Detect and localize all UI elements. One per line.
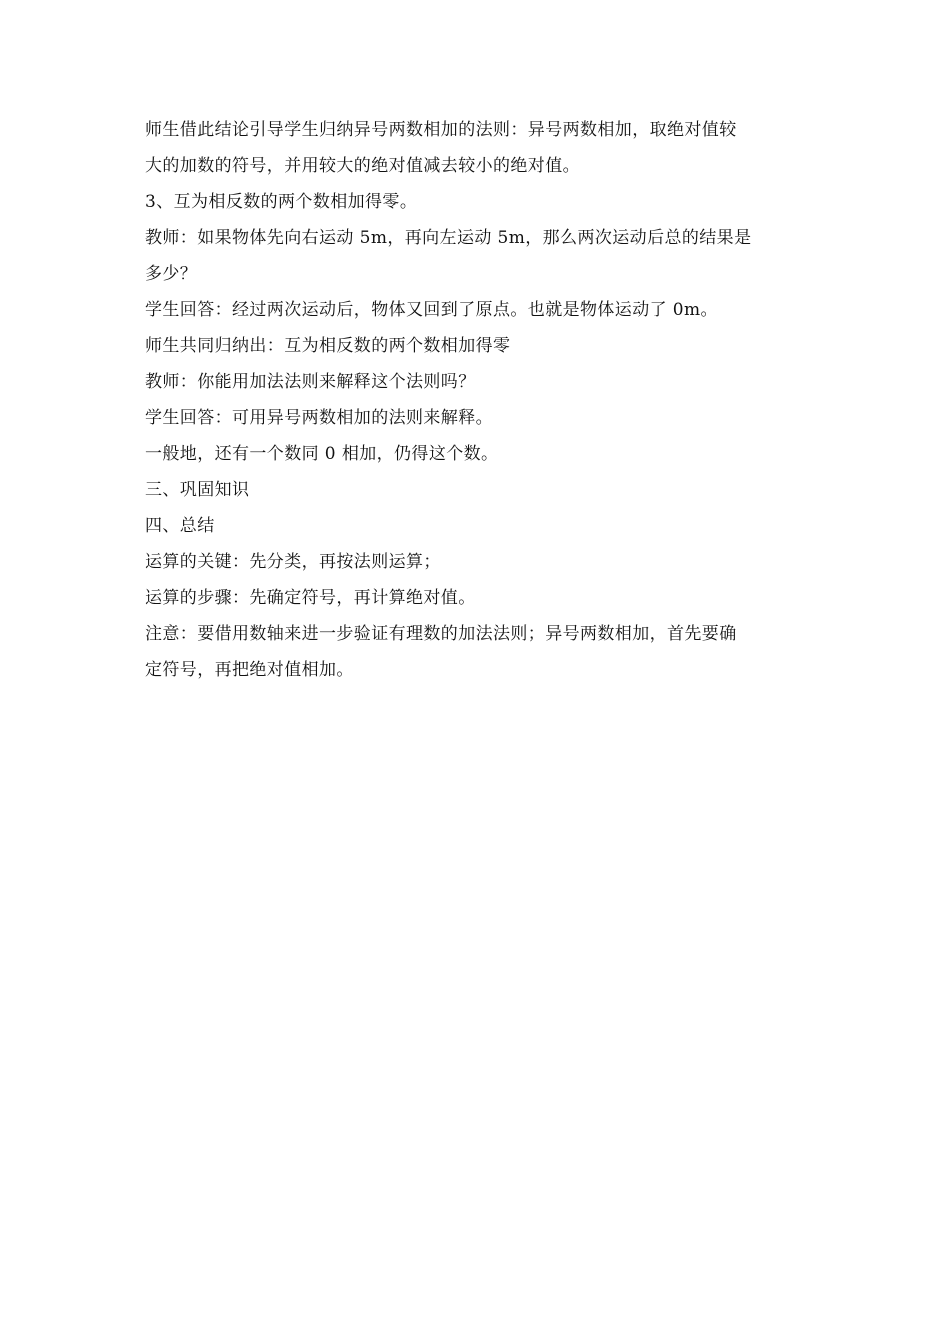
section-heading: 四、总结 <box>145 516 215 536</box>
paragraph-line: 大的加数的符号，并用较大的绝对值减去较小的绝对值。 <box>145 156 580 176</box>
paragraph-line: 一般地，还有一个数同 0 相加，仍得这个数。 <box>145 444 499 464</box>
paragraph-line: 教师：你能用加法法则来解释这个法则吗？ <box>145 372 476 392</box>
paragraph-line: 师生借此结论引导学生归纳异号两数相加的法则：异号两数相加，取绝对值较 <box>145 120 737 140</box>
paragraph-line: 运算的步骤：先确定符号，再计算绝对值。 <box>145 588 476 608</box>
paragraph-line: 教师：如果物体先向右运动 5m，再向左运动 5m，那么两次运动后总的结果是 <box>145 228 752 248</box>
section-heading: 三、巩固知识 <box>145 480 250 500</box>
paragraph-line: 注意：要借用数轴来进一步验证有理数的加法法则；异号两数相加，首先要确 <box>145 624 737 644</box>
paragraph-line: 3、互为相反数的两个数相加得零。 <box>145 192 418 212</box>
paragraph-line: 多少？ <box>145 264 198 284</box>
paragraph-line: 学生回答：经过两次运动后，物体又回到了原点。也就是物体运动了 0m。 <box>145 300 718 320</box>
document-body <box>145 112 810 688</box>
paragraph-line: 定符号，再把绝对值相加。 <box>145 660 354 680</box>
paragraph-line: 运算的关键：先分类，再按法则运算； <box>145 552 441 572</box>
paragraph-line: 学生回答：可用异号两数相加的法则来解释。 <box>145 408 493 428</box>
paragraph-line: 师生共同归纳出：互为相反数的两个数相加得零 <box>145 336 511 356</box>
